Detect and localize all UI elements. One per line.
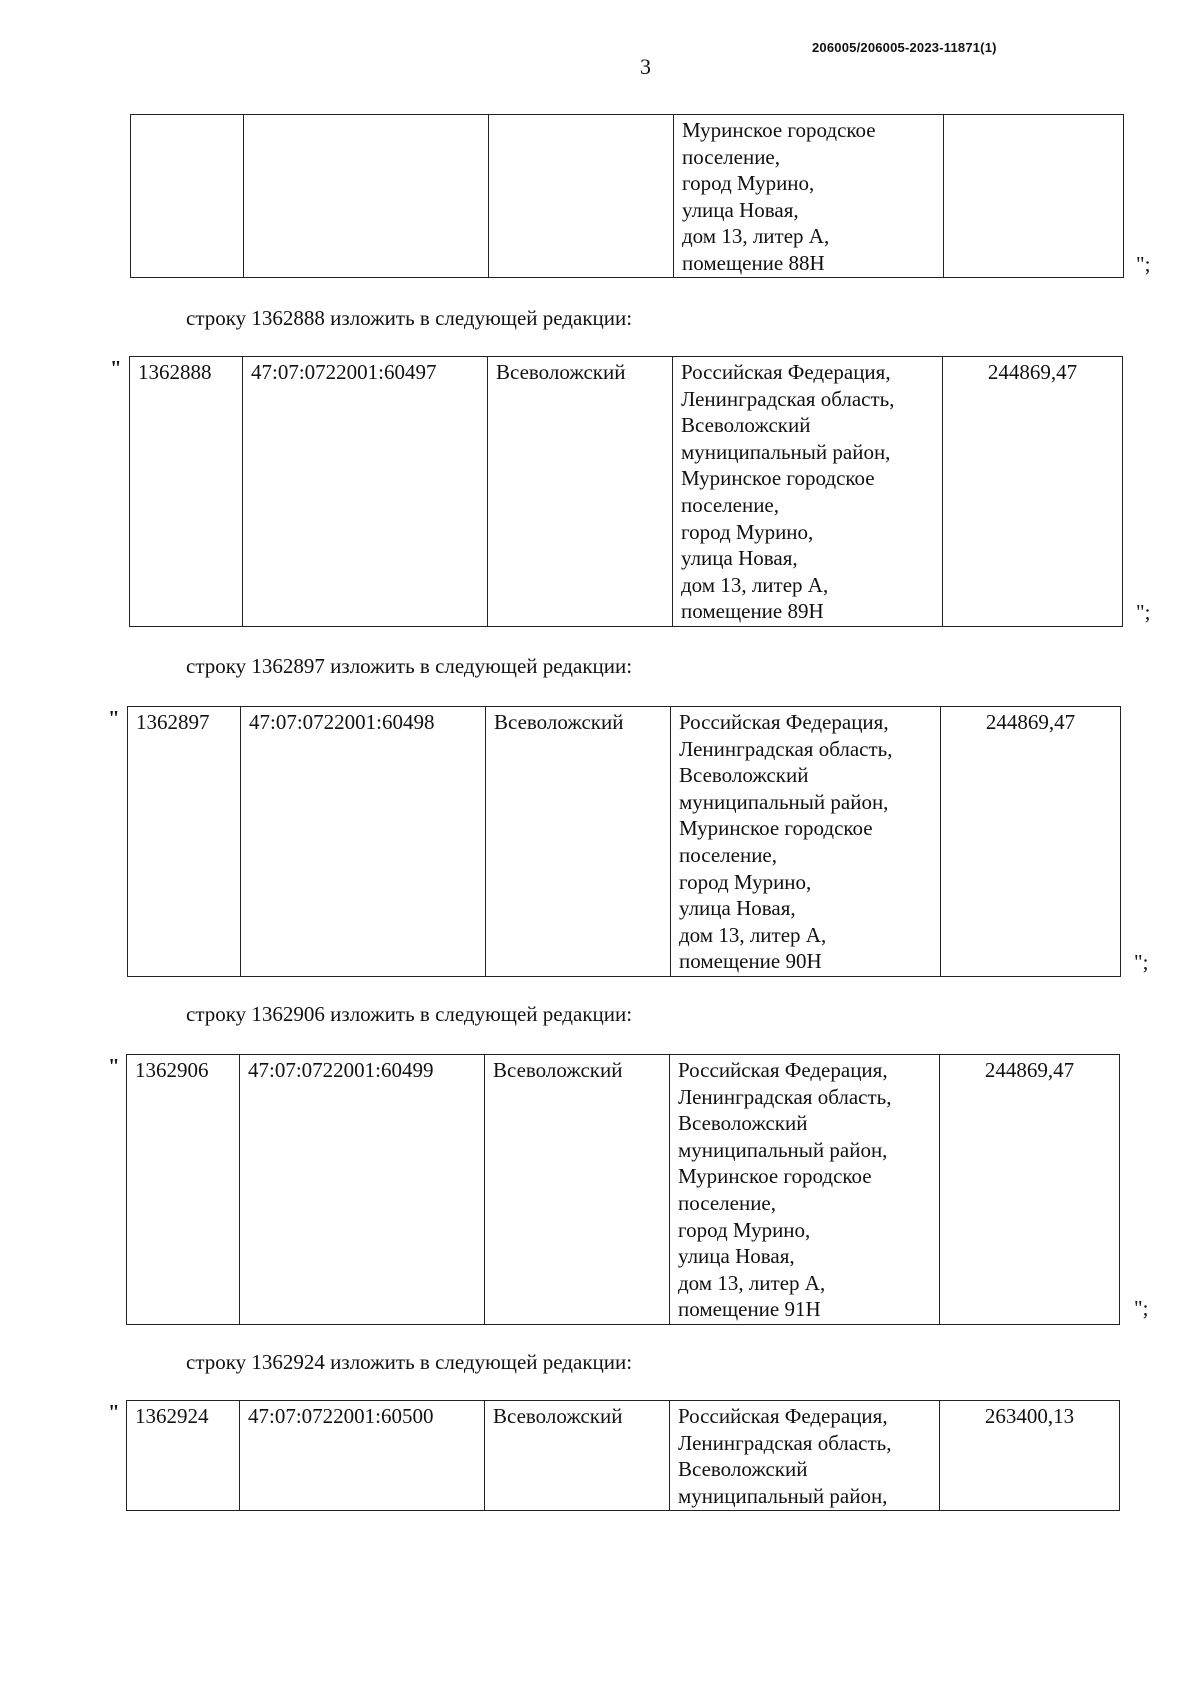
address-line: муниципальный район, bbox=[681, 439, 891, 464]
cell-number: 1362924 bbox=[127, 1401, 240, 1511]
document-id: 206005/206005-2023-11871(1) bbox=[812, 40, 997, 55]
address-line: муниципальный район, bbox=[679, 789, 889, 814]
closing-quote: "; bbox=[1136, 252, 1151, 276]
address-line: Ленинградская область, bbox=[679, 736, 893, 761]
address-line: Российская Федерация, bbox=[678, 1058, 888, 1082]
cell-address bbox=[674, 115, 944, 278]
cell-number: 1362897 bbox=[128, 707, 241, 977]
address-line: помещение 90Н bbox=[679, 949, 822, 974]
address-line: Всеволожский bbox=[681, 413, 811, 438]
cell-cadastral: 47:07:0722001:60498 bbox=[241, 707, 486, 977]
address-line: город Мурино, bbox=[682, 171, 815, 196]
table-row bbox=[131, 115, 1124, 278]
address-line: улица Новая, bbox=[682, 197, 799, 222]
page-number: 3 bbox=[640, 54, 651, 79]
cell-cadastral bbox=[244, 115, 489, 278]
cell-value: 263400,13 bbox=[940, 1401, 1120, 1511]
address-line: улица Новая, bbox=[679, 896, 796, 921]
instruction-paragraph: строку 1362924 изложить в следующей редакции: bbox=[186, 1350, 633, 1374]
address-line: муниципальный район, bbox=[678, 1137, 888, 1162]
cell-value: 244869,47 bbox=[943, 357, 1123, 627]
table-row bbox=[128, 707, 1121, 977]
cell-cadastral: 47:07:0722001:60500 bbox=[240, 1401, 485, 1511]
closing-quote: "; bbox=[1136, 600, 1151, 624]
cell-district bbox=[489, 115, 674, 278]
cell-cadastral: 47:07:0722001:60497 bbox=[243, 357, 488, 627]
instruction-paragraph: строку 1362906 изложить в следующей редакции: bbox=[186, 1002, 633, 1026]
register-table bbox=[126, 1400, 1120, 1511]
opening-quote: " bbox=[108, 706, 120, 730]
instruction-paragraph: строку 1362888 изложить в следующей редакции: bbox=[186, 306, 633, 330]
opening-quote: " bbox=[108, 1054, 120, 1078]
address-line: помещение 91Н bbox=[678, 1297, 821, 1322]
closing-quote: "; bbox=[1134, 950, 1149, 974]
table-row bbox=[127, 1401, 1120, 1511]
address-line: Российская Федерация, bbox=[679, 710, 889, 734]
cell-district: Всеволожский bbox=[488, 357, 673, 627]
closing-quote: "; bbox=[1134, 1296, 1149, 1320]
cell-address bbox=[670, 1401, 940, 1511]
address-line: Ленинградская область, bbox=[681, 386, 895, 411]
cell-number: 1362888 bbox=[130, 357, 243, 627]
address-line: Муринское городское bbox=[681, 466, 875, 491]
address-line: Всеволожский bbox=[678, 1111, 808, 1136]
address-line: Ленинградская область, bbox=[678, 1084, 892, 1109]
address-line: Всеволожский bbox=[679, 763, 809, 788]
cell-value: 244869,47 bbox=[940, 1055, 1120, 1325]
address-line: поселение, bbox=[681, 492, 780, 517]
address-line: город Мурино, bbox=[681, 519, 814, 544]
address-line: город Мурино, bbox=[678, 1217, 811, 1242]
address-line: дом 13, литер А, bbox=[679, 922, 827, 947]
address-line: помещение 89Н bbox=[681, 599, 824, 624]
address-line: помещение 88Н bbox=[682, 250, 825, 275]
address-line: дом 13, литер А, bbox=[681, 572, 829, 597]
address-line: Ленинградская область, bbox=[678, 1430, 892, 1455]
address-line: Муринское городское bbox=[682, 118, 876, 142]
cell-cadastral: 47:07:0722001:60499 bbox=[240, 1055, 485, 1325]
address-line: дом 13, литер А, bbox=[678, 1270, 826, 1295]
cell-value: 244869,47 bbox=[941, 707, 1121, 977]
address-line: дом 13, литер А, bbox=[682, 224, 830, 249]
register-table bbox=[126, 1054, 1120, 1325]
continuation-table bbox=[130, 114, 1124, 278]
cell-address bbox=[673, 357, 943, 627]
cell-district: Всеволожский bbox=[486, 707, 671, 977]
cell-number: 1362906 bbox=[127, 1055, 240, 1325]
register-table bbox=[129, 356, 1123, 627]
address-line: поселение, bbox=[678, 1190, 777, 1215]
address-line: Российская Федерация, bbox=[681, 360, 891, 384]
address-line: поселение, bbox=[679, 842, 778, 867]
cell-address bbox=[670, 1055, 940, 1325]
instruction-paragraph: строку 1362897 изложить в следующей редакции: bbox=[186, 654, 633, 678]
address-line: Российская Федерация, bbox=[678, 1404, 888, 1428]
cell-value bbox=[944, 115, 1124, 278]
address-line: муниципальный район, bbox=[678, 1483, 888, 1508]
table-row bbox=[130, 357, 1123, 627]
opening-quote: " bbox=[110, 356, 122, 380]
address-line: улица Новая, bbox=[681, 546, 798, 571]
cell-district: Всеволожский bbox=[485, 1401, 670, 1511]
address-line: улица Новая, bbox=[678, 1244, 795, 1269]
address-line: Всеволожский bbox=[678, 1457, 808, 1482]
table-row bbox=[127, 1055, 1120, 1325]
address-line: поселение, bbox=[682, 144, 781, 169]
cell-address bbox=[671, 707, 941, 977]
cell-number bbox=[131, 115, 244, 278]
cell-district: Всеволожский bbox=[485, 1055, 670, 1325]
address-line: город Мурино, bbox=[679, 869, 812, 894]
opening-quote: " bbox=[108, 1400, 120, 1424]
address-line: Муринское городское bbox=[679, 816, 873, 841]
address-line: Муринское городское bbox=[678, 1164, 872, 1189]
register-table bbox=[127, 706, 1121, 977]
